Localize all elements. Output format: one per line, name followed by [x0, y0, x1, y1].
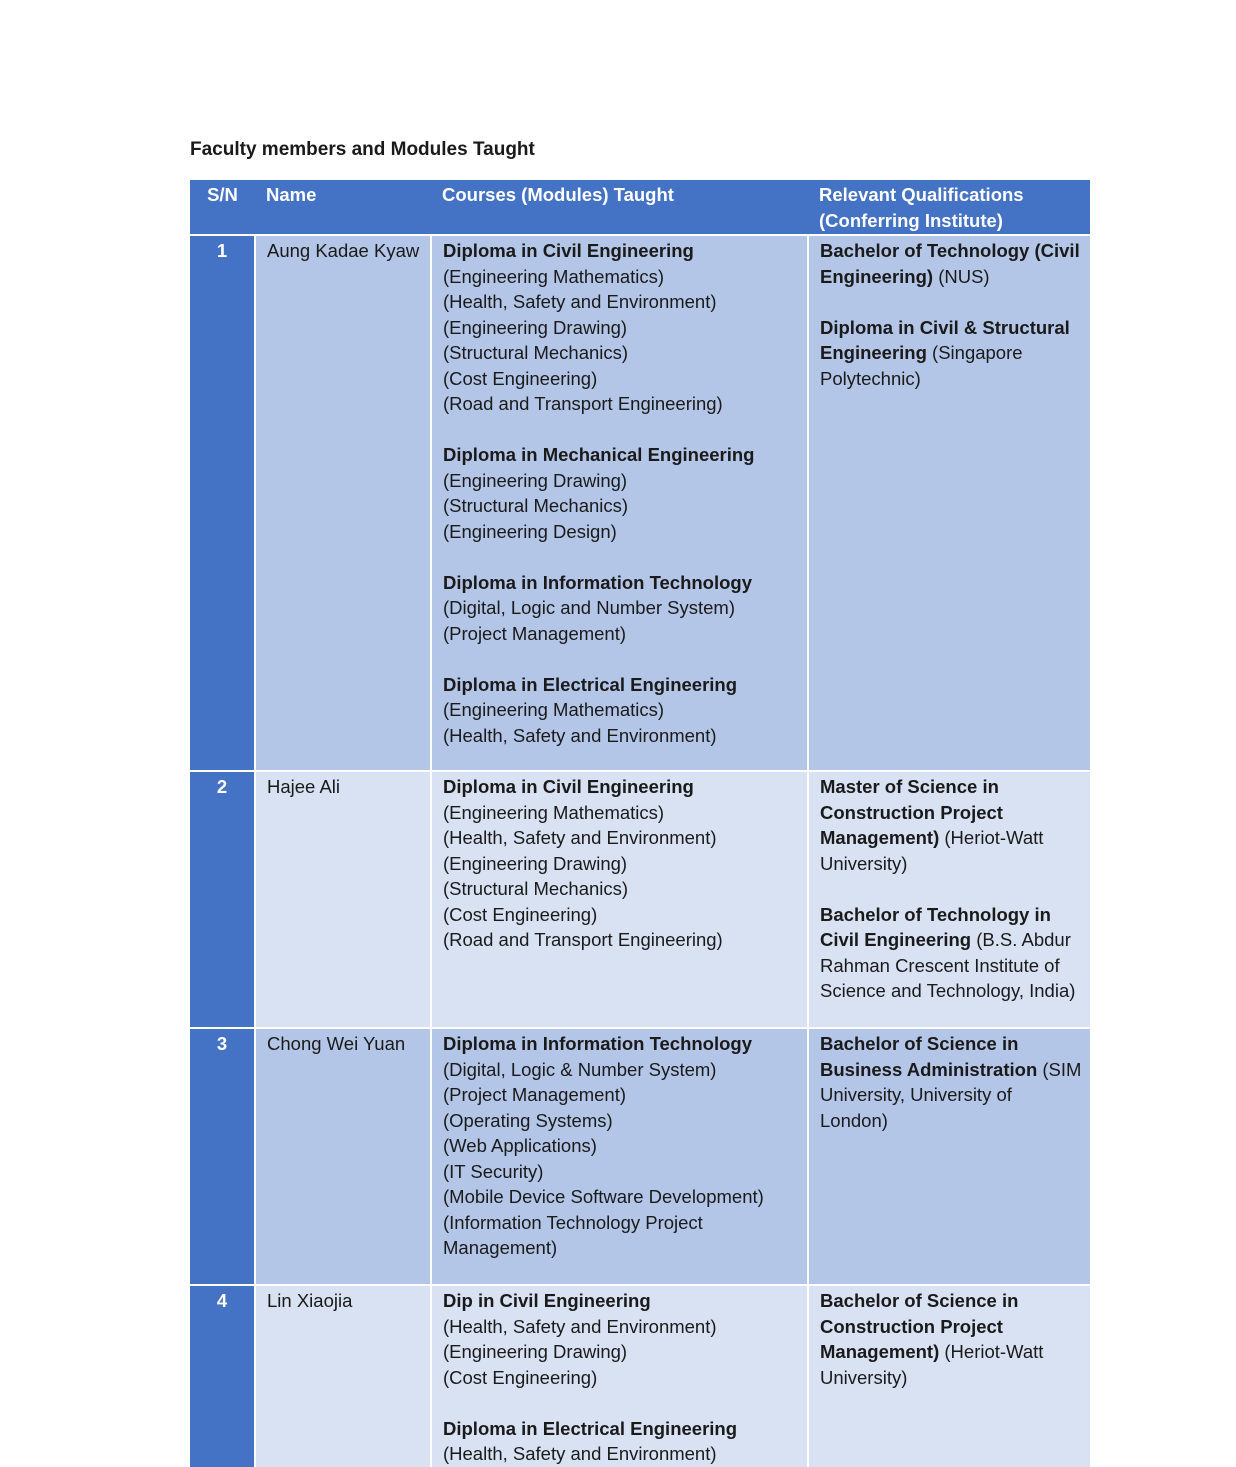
module-item: (Health, Safety and Environment) [443, 724, 717, 746]
module-item: (Engineering Drawing) [443, 316, 628, 338]
table-row [190, 771, 1090, 1028]
programme-title: Dip in Civil Engineering [443, 1290, 651, 1311]
module-item: (Engineering Drawing) [443, 1341, 628, 1362]
module-item: (Information Technology Project Management) [443, 1211, 703, 1258]
module-item: (Cost Engineering) [443, 903, 598, 925]
module-item: (Health, Safety and Environment) [443, 1443, 717, 1464]
header-row [190, 180, 1090, 235]
course-group [443, 1288, 799, 1390]
table-header [190, 180, 1090, 235]
courses-cell [431, 1285, 808, 1467]
header-courses: Courses (Modules) Taught [431, 180, 808, 235]
module-item: (Project Management) [443, 1084, 627, 1105]
qualification-institute: (Heriot-Watt University) [820, 827, 1044, 874]
module-item: (Structural Mechanics) [443, 495, 629, 516]
module-item: (Digital, Logic and Number System) [443, 597, 735, 618]
module-item: (Web Applications) [443, 1135, 597, 1156]
module-item: (Engineering Drawing) [443, 852, 628, 874]
courses-cell [431, 1028, 808, 1285]
programme-title: Diploma in Electrical Engineering [443, 673, 738, 695]
module-item: (Engineering Mathematics) [443, 265, 665, 287]
qualification-degree: Bachelor of Technology in Civil Engineering [820, 903, 1051, 950]
course-group [443, 1031, 799, 1261]
module-item: (Road and Transport Engineering) [443, 393, 723, 414]
module-item: (Health, Safety and Environment) [443, 291, 717, 312]
serial-number: 4 [190, 1285, 255, 1467]
faculty-name: Hajee Ali [255, 771, 431, 1028]
qualification-item [820, 1288, 1082, 1390]
qualifications-cell [808, 1285, 1090, 1467]
qualification-degree: Bachelor of Science in Business Administration [820, 1033, 1038, 1080]
faculty-table [190, 180, 1090, 1467]
table-row [190, 1028, 1090, 1285]
course-group [443, 774, 799, 953]
course-group [443, 570, 799, 647]
module-item: (Project Management) [443, 622, 627, 644]
courses-cell [431, 235, 808, 771]
module-item: (Structural Mechanics) [443, 342, 629, 363]
module-item: (Engineering Mathematics) [443, 801, 665, 823]
header-sn: S/N [190, 180, 255, 235]
faculty-name: Chong Wei Yuan [255, 1028, 431, 1285]
qualification-degree: Bachelor of Science in Construction Project Management) [820, 1290, 1019, 1362]
qualification-degree: Bachelor of Technology (Civil Engineering) [820, 240, 1080, 287]
module-item: (Health, Safety and Environment) [443, 827, 717, 848]
module-item: (Cost Engineering) [443, 367, 598, 389]
module-item: (Engineering Design) [443, 520, 617, 542]
programme-title: Diploma in Information Technology [443, 1033, 753, 1054]
table-row [190, 1285, 1090, 1467]
faculty-name: Lin Xiaojia [255, 1285, 431, 1467]
course-group [443, 442, 799, 544]
module-item: (IT Security) [443, 1160, 544, 1182]
serial-number: 2 [190, 771, 255, 1028]
header-name: Name [255, 180, 431, 235]
module-item: (Road and Transport Engineering) [443, 929, 723, 950]
programme-title: Diploma in Mechanical Engineering [443, 444, 755, 465]
faculty-name: Aung Kadae Kyaw [255, 235, 431, 771]
module-item: (Mobile Device Software Development) [443, 1186, 764, 1207]
programme-title: Diploma in Civil Engineering [443, 240, 694, 261]
course-group [443, 238, 799, 417]
table-row [190, 235, 1090, 771]
qualification-item [820, 238, 1082, 289]
programme-title: Diploma in Electrical Engineering [443, 1417, 738, 1439]
qualification-degree: Diploma in Civil & Structural Engineering [820, 316, 1070, 363]
course-group [443, 1416, 799, 1467]
serial-number: 3 [190, 1028, 255, 1285]
qualifications-cell [808, 235, 1090, 771]
page-title: Faculty members and Modules Taught [190, 139, 535, 160]
qualification-item [820, 902, 1082, 1004]
qualification-institute: (Heriot-Watt University) [820, 1341, 1044, 1388]
courses-cell [431, 771, 808, 1028]
module-item: (Engineering Mathematics) [443, 699, 665, 720]
qualification-degree: Master of Science in Construction Project Management) [820, 776, 1003, 848]
module-item: (Structural Mechanics) [443, 878, 629, 899]
programme-title: Diploma in Civil Engineering [443, 776, 694, 797]
qualification-institute: (NUS) [933, 265, 990, 287]
qualification-institute: (B.S. Abdur Rahman Crescent Institute of Science and Technology, India) [820, 929, 1076, 1001]
module-item: (Operating Systems) [443, 1109, 613, 1131]
qualifications-cell [808, 1028, 1090, 1285]
qualification-item [820, 1031, 1082, 1133]
qualification-institute: (SIM University, University of London) [820, 1058, 1082, 1131]
qualifications-cell [808, 771, 1090, 1028]
module-item: (Cost Engineering) [443, 1366, 598, 1388]
module-item: (Engineering Drawing) [443, 469, 628, 491]
module-item: (Digital, Logic & Number System) [443, 1058, 717, 1080]
module-item: (Health, Safety and Environment) [443, 1315, 717, 1337]
serial-number: 1 [190, 235, 255, 771]
header-qualifications: Relevant Qualifications (Conferring Institute) [808, 180, 1090, 235]
course-group [443, 672, 799, 749]
qualification-institute: (Singapore Polytechnic) [820, 342, 1023, 389]
table-body [190, 235, 1090, 1467]
qualification-item [820, 774, 1082, 876]
programme-title: Diploma in Information Technology [443, 571, 753, 593]
qualification-item [820, 315, 1082, 392]
